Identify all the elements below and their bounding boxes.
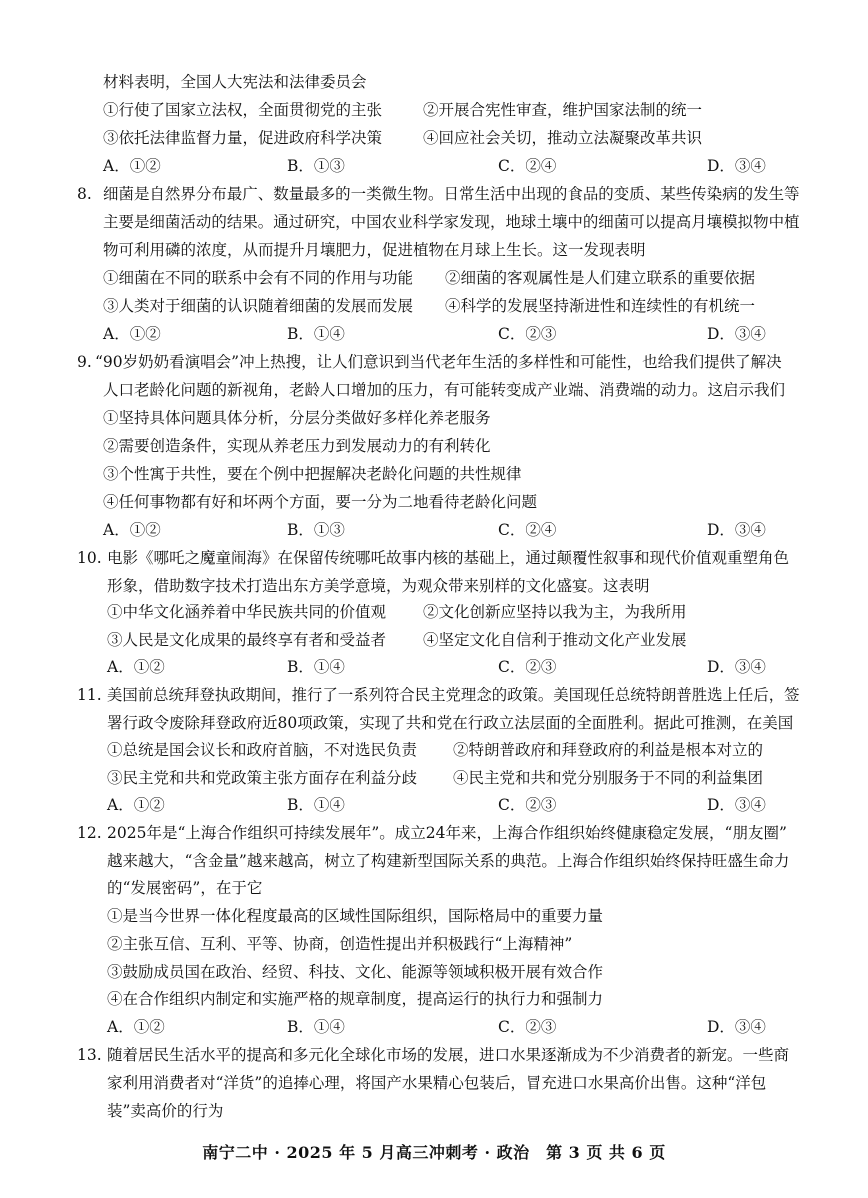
choice-b[interactable]: B．①④ — [287, 796, 345, 814]
q12-choices — [103, 1017, 793, 1037]
q13-stem-line: 随着居民生活水平的提高和多元化全球化市场的发展，进口水果逐渐成为不少消费者的新宠。一些商 — [107, 1046, 790, 1064]
q12-option-1: ①是当今世界一体化程度最高的区域性国际组织，国际格局中的重要力量 — [107, 907, 604, 925]
q8-option-3: ③人类对于细菌的认识随着细菌的发展而发展 — [103, 297, 414, 315]
q7-option-3: ③依托法律监督力量，促进政府科学决策 — [103, 129, 383, 147]
question-number: 8. — [77, 185, 92, 203]
q10-choices — [103, 657, 793, 677]
question-number: 9. — [77, 353, 92, 371]
q12-option-3: ③鼓励成员国在政治、经贸、科技、文化、能源等领域积极开展有效合作 — [107, 963, 604, 981]
q7-option-1: ①行使了国家立法权，全面贯彻党的主张 — [103, 101, 383, 119]
choice-a[interactable]: A．①② — [103, 157, 161, 175]
choice-c[interactable]: C．②④ — [498, 157, 557, 175]
q11-option-1: ①总统是国会议长和政府首脑，不对选民负责 — [107, 741, 418, 759]
q11-choices — [103, 795, 793, 815]
choice-d[interactable]: D．③④ — [707, 157, 766, 175]
q13-stem-line: 家利用消费者对“洋货”的追捧心理，将国产水果精心包装后，冒充进口水果高价出售。这种“洋包 — [107, 1074, 767, 1092]
choice-c[interactable]: C．②③ — [498, 796, 557, 814]
q9-stem-line: 人口老龄化问题的新视角，老龄人口增加的压力，有可能转变成产业端、消费端的动力。这启示我们 — [103, 381, 786, 399]
q9-option-1: ①坚持具体问题具体分析，分层分类做好多样化养老服务 — [103, 409, 491, 427]
q8-option-2: ②细菌的客观属性是人们建立联系的重要依据 — [445, 269, 756, 287]
q12-option-2: ②主张互信、互利、平等、协商，创造性提出并积极践行“上海精神” — [107, 935, 573, 953]
choice-a[interactable]: A．①② — [103, 521, 161, 539]
q9-choices — [103, 520, 793, 540]
q9-stem-line: “90岁奶奶看演唱会”冲上热搜，让人们意识到当代老年生活的多样性和可能性，也给我们提供了解决 — [95, 353, 782, 371]
q9-option-3: ③个性寓于共性，要在个例中把握解决老龄化问题的共性规律 — [103, 465, 522, 483]
choice-b[interactable]: B．①④ — [287, 1018, 345, 1036]
choice-b[interactable]: B．①④ — [287, 658, 345, 676]
choice-c[interactable]: C．②③ — [498, 325, 557, 343]
choice-d[interactable]: D．③④ — [707, 325, 766, 343]
q10-option-4: ④坚定文化自信利于推动文化产业发展 — [423, 631, 687, 649]
q10-option-3: ③人民是文化成果的最终享有者和受益者 — [107, 631, 387, 649]
choice-c[interactable]: C．②③ — [498, 658, 557, 676]
choice-d[interactable]: D．③④ — [707, 1018, 766, 1036]
q7-stem-line: 材料表明，全国人大宪法和法律委员会 — [103, 73, 367, 91]
q11-option-4: ④民主党和共和党分别服务于不同的利益集团 — [453, 769, 764, 787]
choice-d[interactable]: D．③④ — [707, 796, 766, 814]
q7-option-2: ②开展合宪性审查，维护国家法制的统一 — [423, 101, 703, 119]
q8-option-4: ④科学的发展坚持渐进性和连续性的有机统一 — [445, 297, 756, 315]
question-number: 10. — [77, 549, 102, 567]
choice-b[interactable]: B．①④ — [287, 325, 345, 343]
question-number: 11. — [77, 686, 102, 704]
q12-stem-line: 2025年是“上海合作组织可持续发展年”。成立24年来，上海合作组织始终健康稳定发展，“朋友圈” — [107, 824, 787, 842]
q8-stem-line: 细菌是自然界分布最广、数量最多的一类微生物。日常生活中出现的食品的变质、某些传染病的发生等 — [103, 185, 800, 203]
q11-stem-line: 署行政令废除拜登政府近80项政策，实现了共和党在行政立法层面的全面胜利。据此可推测，在美国 — [107, 714, 794, 732]
choice-a[interactable]: A．①② — [107, 1018, 165, 1036]
choice-c[interactable]: C．②④ — [498, 521, 557, 539]
q9-option-4: ④任何事物都有好和坏两个方面，要一分为二地看待老龄化问题 — [103, 493, 538, 511]
q7-option-4: ④回应社会关切，推动立法凝聚改革共识 — [423, 129, 703, 147]
q8-stem-line: 物可利用磷的浓度，从而提升月壤肥力，促进植物在月球上生长。这一发现表明 — [103, 241, 646, 259]
q13-stem-line: 装”卖高价的行为 — [107, 1102, 224, 1120]
q10-option-1: ①中华文化涵养着中华民族共同的价值观 — [107, 603, 387, 621]
q12-stem-line: 越来越大，“含金量”越来越高，树立了构建新型国际关系的典范。上海合作组织始终保持旺盛生命力 — [107, 852, 790, 870]
question-number: 12. — [77, 824, 102, 842]
choice-d[interactable]: D．③④ — [707, 521, 766, 539]
choice-b[interactable]: B．①③ — [287, 157, 345, 175]
q11-option-2: ②特朗普政府和拜登政府的利益是根本对立的 — [453, 741, 764, 759]
choice-a[interactable]: A．①② — [107, 796, 165, 814]
q7-choices — [103, 156, 793, 176]
page-footer: 南宁二中 · 2025 年 5 月高三冲刺考 · 政治 第 3 页 共 6 页 — [202, 1143, 666, 1162]
question-number: 13. — [77, 1046, 102, 1064]
choice-a[interactable]: A．①② — [103, 325, 161, 343]
q10-option-2: ②文化创新应坚持以我为主，为我所用 — [423, 603, 687, 621]
q12-option-4: ④在合作组织内制定和实施严格的规章制度，提高运行的执行力和强制力 — [107, 990, 604, 1008]
choice-d[interactable]: D．③④ — [707, 658, 766, 676]
q12-stem-line: 的“发展密码”，在于它 — [107, 879, 263, 897]
q10-stem-line: 形象，借助数字技术打造出东方美学意境，为观众带来别样的文化盛宴。这表明 — [107, 577, 650, 595]
q10-stem-line: 电影《哪吒之魔童闹海》在保留传统哪吒故事内核的基础上，通过颠覆性叙事和现代价值观重塑角色 — [107, 549, 790, 567]
choice-c[interactable]: C．②③ — [498, 1018, 557, 1036]
choice-b[interactable]: B．①③ — [287, 521, 345, 539]
q8-stem-line: 主要是细菌活动的结果。通过研究，中国农业科学家发现，地球土壤中的细菌可以提高月壤模拟物中植 — [103, 213, 800, 231]
q9-option-2: ②需要创造条件，实现从养老压力到发展动力的有利转化 — [103, 437, 491, 455]
q11-option-3: ③民主党和共和党政策主张方面存在利益分歧 — [107, 769, 418, 787]
q8-option-1: ①细菌在不同的联系中会有不同的作用与功能 — [103, 269, 414, 287]
q11-stem-line: 美国前总统拜登执政期间，推行了一系列符合民主党理念的政策。美国现任总统特朗普胜选上任后，签 — [107, 686, 800, 704]
choice-a[interactable]: A．①② — [107, 658, 165, 676]
q8-choices — [103, 324, 793, 344]
